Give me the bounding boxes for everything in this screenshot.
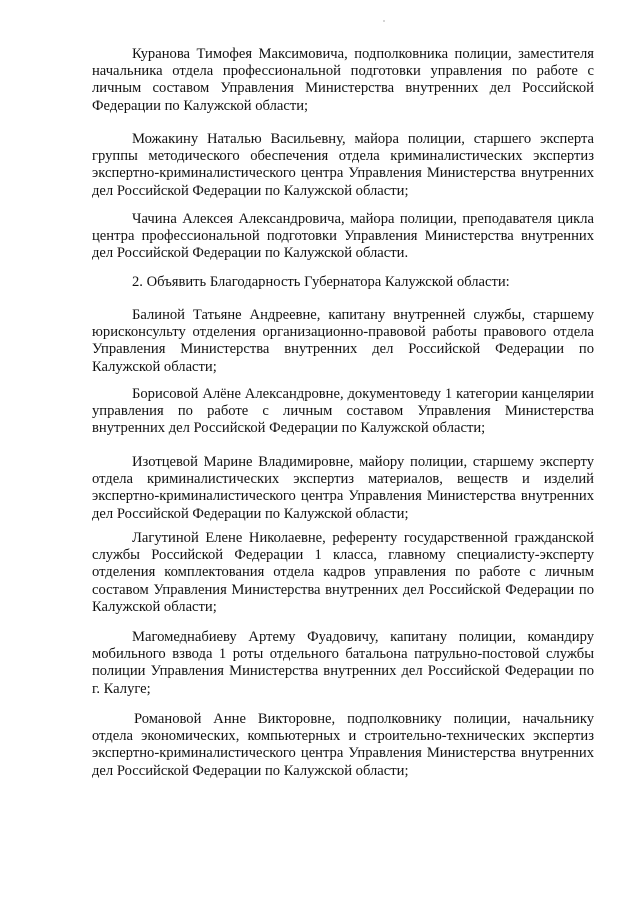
paragraph-magomednabiev [92,629,594,698]
paragraph-balina [92,307,594,376]
paragraph-kuranov [92,46,594,115]
paragraph-lagutina [92,530,594,616]
scan-speck [383,20,385,22]
paragraph-text: Борисовой Алёне Александровне, документоведу 1 категории канцелярии управления по работе с личным составом Управления Министерства внутренних дел Российской Федерации по Калужской области; [92,386,594,437]
paragraph-text: Куранова Тимофея Максимовича, подполковника полиции, заместителя начальника отдела профессиональной подготовки управления по работе с личным составом Управления Министерства внутренних дел Российской Федерации по Калужской области; [92,46,594,114]
paragraph-chachin [92,211,594,263]
paragraph-text: Балиной Татьяне Андреевне, капитану внутренней службы, старшему юрисконсульту отделения организационно-правовой работы правового отдела Управления Министерства внутренних дел Российской Федерации по Калужской области; [92,307,594,375]
paragraph-text: Магомеднабиеву Артему Фуадовичу, капитану полиции, командиру мобильного взвода 1 роты отдельного батальона патрульно-постовой службы полиции Управления Министерства внутренних дел Российской Федерации по г. Калуге; [92,629,594,697]
paragraph-section-2 [92,274,594,291]
section-heading: 2. Объявить Благодарность Губернатора Калужской области: [132,274,510,290]
paragraph-text: Изотцевой Марине Владимировне, майору полиции, старшему эксперту отдела криминалистических экспертиз материалов, веществ и изделий экспертно-криминалистического центра Управления Министерства внутренних дел Российской Федерации по Калужской области; [92,454,594,522]
paragraph-text: Лагутиной Елене Николаевне, референту государственной гражданской службы Российской Федерации 1 класса, главному специалисту-эксперту отделения комплектования отдела кадров управления по работе с личным составом Управления Министерства внутренних дел Российской Федерации по Калужской области; [92,530,594,615]
paragraph-borisova [92,386,594,438]
paragraph-izottseva [92,454,594,523]
paragraph-text: Чачина Алексея Александровича, майора полиции, преподавателя цикла центра профессиональной подготовки Управления Министерства внутренних дел Российской Федерации по Калужской области. [92,211,594,262]
paragraph-mozhakina [92,131,594,200]
paragraph-text: Романовой Анне Викторовне, подполковнику полиции, начальнику отдела экономических, компьютерных и строительно-технических экспертиз экспертно-криминалистического центра Управления Министерства внутренних дел Российской Федерации по Калужской области; [92,711,594,779]
paragraph-romanova [92,711,594,780]
paragraph-text: Можакину Наталью Васильевну, майора полиции, старшего эксперта группы методического обеспечения отдела криминалистических экспертиз экспертно-криминалистического центра Управления Министерства внутренних дел Российской Федерации по Калужской области; [92,131,594,199]
